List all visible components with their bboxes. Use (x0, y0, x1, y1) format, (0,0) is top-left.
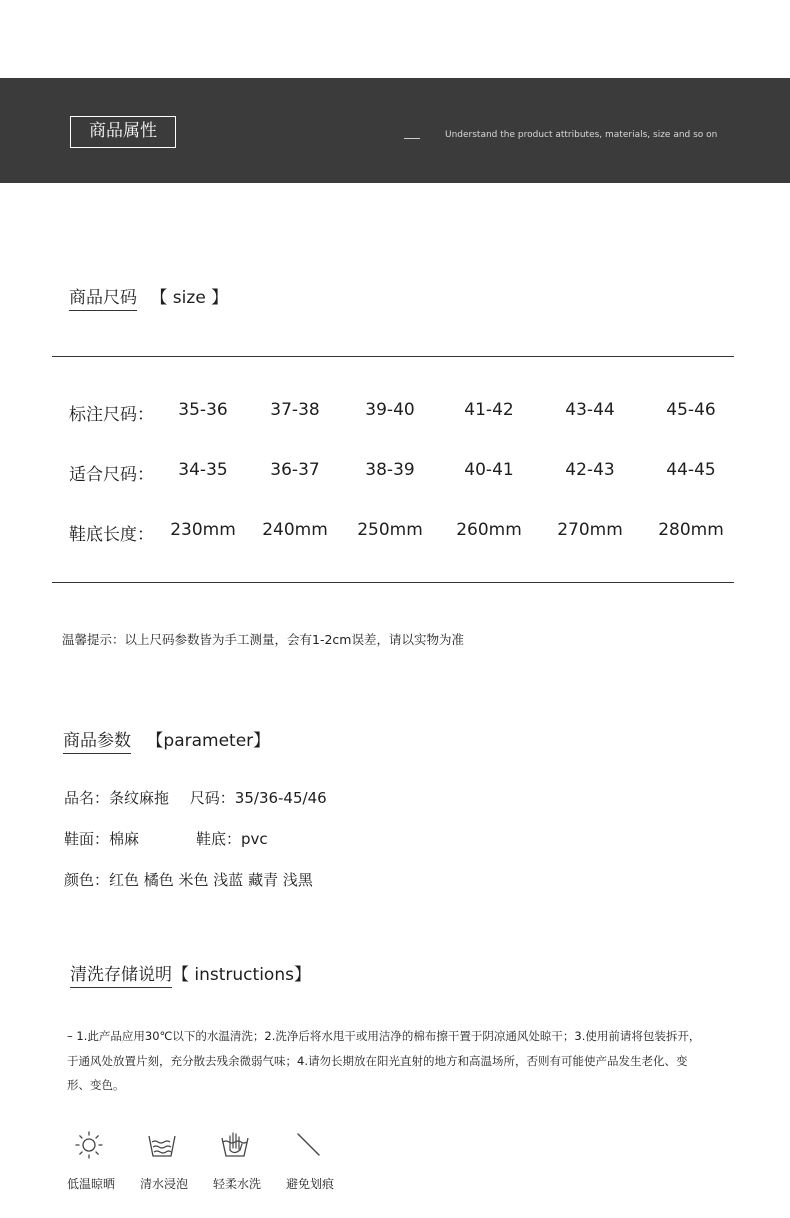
size-cell: 34-35 (178, 460, 228, 480)
size-row-labeled (0, 400, 790, 424)
size-cell: 37-38 (270, 400, 320, 420)
header-dash (404, 138, 420, 139)
size-title-tag: 【 size 】 (150, 288, 229, 308)
param-name: 品名：条纹麻拖 (64, 789, 170, 807)
parameter-section-title (63, 726, 270, 751)
size-title-main: 商品尺码 (69, 288, 137, 311)
size-cell: 240mm (262, 520, 328, 540)
care-label: 轻柔水洗 (212, 1177, 262, 1191)
instructions-title-main: 清洗存储说明 (70, 965, 172, 988)
row-label: 鞋底长度： (69, 525, 154, 545)
instructions-text: – 1.此产品应用30℃以下的水温清洗；2.洗净后将水甩干或用洁净的棉布擦干置于阴凉通风处晾干；3.使用前请将包装拆开，于通风处放置片刻，充分散去残余微弱气味；4.请勿长期放在阳光直射的地方和高温场所，否则有可能使产品发生老化、变形、变色。 (67, 1029, 701, 1092)
size-cell: 43-44 (565, 400, 615, 420)
instructions-section-title (70, 960, 311, 985)
row-label: 标注尺码： (69, 405, 154, 425)
care-label: 避免划痕 (285, 1177, 335, 1191)
size-cell: 36-37 (270, 460, 320, 480)
param-upper: 鞋面：棉麻 (64, 830, 140, 848)
no-scratch-icon (294, 1130, 324, 1160)
header-title: 商品属性 (70, 116, 176, 148)
size-row-sole-length (0, 520, 790, 544)
size-cell: 40-41 (464, 460, 514, 480)
size-cell: 44-45 (666, 460, 716, 480)
instructions-title-tag: 【 instructions】 (172, 965, 311, 985)
param-line-2 (64, 828, 139, 849)
size-cell: 280mm (658, 520, 724, 540)
param-sole: 鞋底：pvc (196, 830, 268, 848)
care-label: 低温晾晒 (66, 1177, 116, 1191)
size-cell: 250mm (357, 520, 423, 540)
care-label: 清水浸泡 (139, 1177, 189, 1191)
size-tip: 温馨提示：以上尺码参数皆为手工测量，会有1-2cm误差，请以实物为准 (62, 632, 464, 647)
size-cell: 38-39 (365, 460, 415, 480)
parameter-title-tag: 【parameter】 (146, 731, 271, 751)
param-line-1 (64, 787, 327, 808)
size-table-bottom-rule (52, 582, 734, 583)
size-cell: 42-43 (565, 460, 615, 480)
size-row-fit (0, 460, 790, 484)
parameter-title-main: 商品参数 (63, 731, 131, 754)
header-subtitle: Understand the product attributes, materials, size and so on (445, 130, 718, 140)
sun-icon (74, 1130, 104, 1160)
size-cell: 270mm (557, 520, 623, 540)
size-cell: 230mm (170, 520, 236, 540)
size-table-top-rule (52, 356, 734, 357)
size-section-title (69, 283, 228, 308)
size-cell: 260mm (456, 520, 522, 540)
size-cell: 45-46 (666, 400, 716, 420)
water-soak-icon (146, 1130, 178, 1160)
size-cell: 41-42 (464, 400, 514, 420)
param-colors: 颜色：红色 橘色 米色 浅蓝 藏青 浅黑 (64, 871, 313, 889)
row-label: 适合尺码： (69, 465, 154, 485)
size-cell: 39-40 (365, 400, 415, 420)
size-cell: 35-36 (178, 400, 228, 420)
param-size: 尺码：35/36-45/46 (189, 789, 327, 807)
hand-wash-icon (219, 1130, 251, 1160)
